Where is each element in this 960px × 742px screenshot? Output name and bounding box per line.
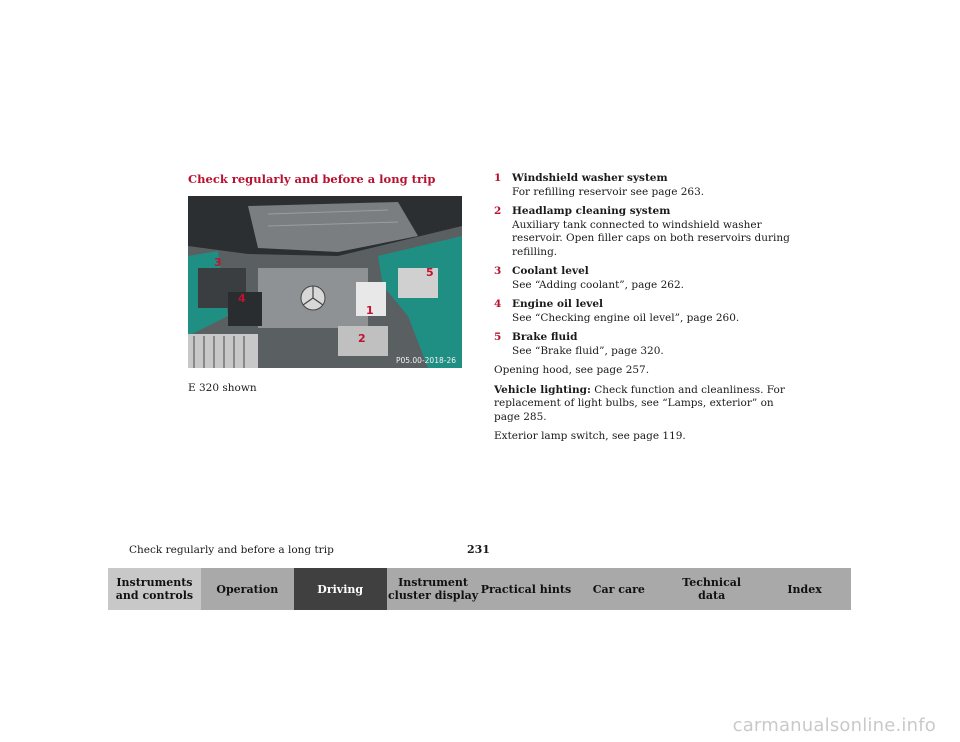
chapter-nav: [108, 568, 851, 610]
list-item: [494, 172, 794, 199]
tab-instrument-cluster-display[interactable]: [387, 568, 480, 610]
list-item: [494, 205, 794, 259]
lighting-label: Vehicle lighting:: [494, 383, 591, 396]
tab-practical-hints[interactable]: [480, 568, 573, 610]
item-body: See “Checking engine oil level”, page 260.: [512, 311, 740, 324]
item-body: For refilling reservoir see page 263.: [512, 185, 705, 198]
tab-label: Instrument cluster display: [387, 576, 479, 602]
callout-2: 2: [358, 332, 366, 345]
lighting-paragraph: [494, 384, 794, 425]
item-body: Auxiliary tank connected to windshield washer reservoir. Open filler caps on both reservoirs during refilling.: [512, 218, 790, 258]
tab-instruments-and-controls[interactable]: [108, 568, 201, 610]
engine-bay-illustration: [188, 196, 462, 368]
page-number: 231: [467, 543, 490, 556]
item-body: See “Brake fluid”, page 320.: [512, 344, 664, 357]
tab-operation[interactable]: [201, 568, 294, 610]
item-title: Engine oil level: [512, 298, 604, 310]
tab-label: Index: [787, 582, 822, 596]
item-number: 2: [494, 205, 502, 217]
tab-label: Car care: [592, 582, 645, 596]
hood-paragraph: Opening hood, see page 257.: [494, 364, 650, 376]
tab-driving[interactable]: [294, 568, 387, 610]
callout-3: 3: [214, 256, 222, 269]
list-item: [494, 331, 794, 358]
lighting-text: Check function and cleanliness. For replacement of light bulbs, see “Lamps, exterior” on page 285.: [494, 383, 785, 423]
item-title: Coolant level: [512, 265, 589, 277]
callout-1: 1: [366, 304, 374, 317]
right-column: [494, 172, 794, 450]
running-title: Check regularly and before a long trip: [129, 544, 334, 556]
tab-car-care[interactable]: [572, 568, 665, 610]
tab-label: Operation: [216, 582, 279, 596]
tab-label: Driving: [317, 582, 364, 596]
tab-label: Instruments and controls: [115, 576, 194, 602]
item-body: See “Adding coolant”, page 262.: [512, 278, 684, 291]
item-number: 1: [494, 172, 502, 184]
callout-4: 4: [238, 292, 246, 305]
item-number: 5: [494, 331, 502, 343]
section-title: Check regularly and before a long trip: [188, 172, 436, 186]
lamp-switch-paragraph: Exterior lamp switch, see page 119.: [494, 430, 686, 442]
list-item: [494, 265, 794, 292]
tab-label: Practical hints: [480, 582, 572, 596]
image-code: P05.00-2018-26: [395, 356, 456, 365]
item-title: Windshield washer system: [512, 172, 668, 184]
item-number: 4: [494, 298, 502, 310]
tab-technical-data[interactable]: [665, 568, 758, 610]
tab-index[interactable]: [758, 568, 851, 610]
engine-bay-photo: [188, 196, 462, 368]
list-item: [494, 298, 794, 325]
item-title: Headlamp cleaning system: [512, 205, 671, 217]
item-number: 3: [494, 265, 502, 277]
image-caption: E 320 shown: [188, 382, 257, 394]
tab-label: Technical data: [682, 576, 742, 602]
watermark: carmanualsonline.info: [732, 715, 936, 736]
callout-5: 5: [426, 266, 434, 279]
item-title: Brake fluid: [512, 331, 578, 343]
